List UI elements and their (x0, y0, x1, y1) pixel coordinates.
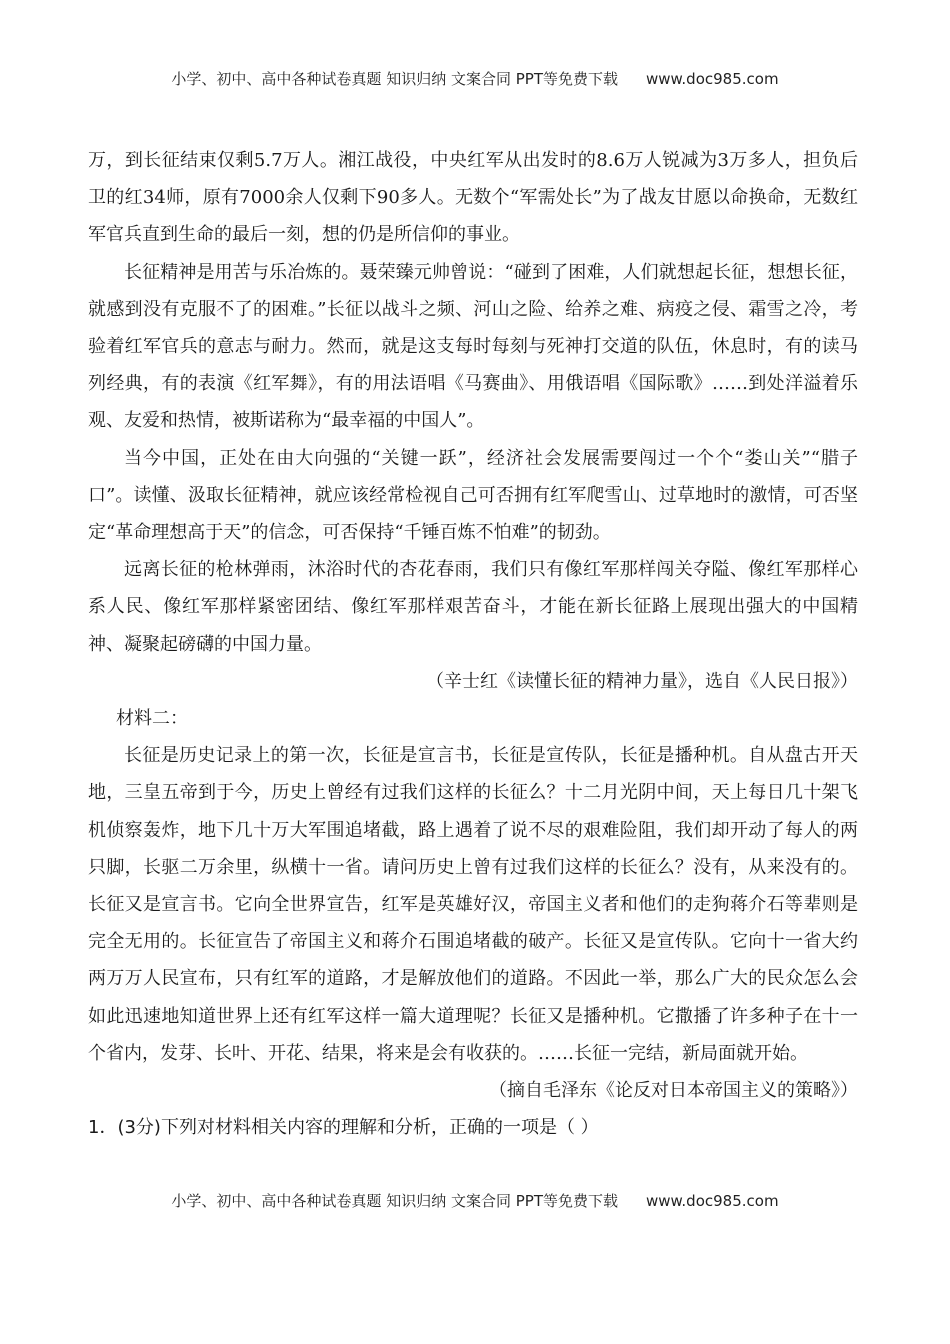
article1-paragraph-4: 远离长征的枪林弹雨，沐浴时代的杏花春雨，我们只有像红军那样闯关夺隘、像红军那样心系人民、像红军那样紧密团结、像红军那样艰苦奋斗，才能在新长征路上展现出强大的中国精神、凝聚起磅礴的中国力量。 (88, 559, 858, 655)
page-footer (0, 1190, 950, 1211)
footer-text: 小学、初中、高中各种试卷真题 知识归纳 文案合同 PPT等免费下载 (171, 1192, 618, 1210)
article1-paragraph-3: 当今中国，正处在由大向强的“关键一跃”，经济社会发展需要闯过一个个“娄山关”“腊子口”。读懂、汲取长征精神，就应该经常检视自己可否拥有红军爬雪山、过草地时的激情，可否坚定“革命理想高于天”的信念，可否保持“千锤百炼不怕难”的韧劲。 (88, 447, 858, 544)
article1-paragraph-2: 长征精神是用苦与乐冶炼的。聂荣臻元帅曾说：“碰到了困难，人们就想起长征，想想长征，就感到没有克服不了的困难。”长征以战斗之频、河山之险、给养之难、病疫之侵、霜雪之冷，考验着红军官兵的意志与耐力。然而，就是这支每时每刻与死神打交道的队伍，休息时，有的读马列经典，有的表演《红军舞》，有的用法语唱《马赛曲》、用俄语唱《国际歌》……到处洋溢着乐观、友爱和热情，被斯诺称为“最幸福的中国人”。 (88, 261, 858, 432)
article1-paragraph-1: 万，到长征结束仅剩5.7万人。湘江战役，中央红军从出发时的8.6万人锐减为3万多人，担负后卫的红34师，原有7000余人仅剩下90多人。无数个“军需处长”为了战友甘愿以命换命，无数红军官兵直到生命的最后一刻，想的仍是所信仰的事业。 (88, 150, 858, 246)
article2-paragraph-1: 长征是历史记录上的第一次，长征是宣言书，长征是宣传队，长征是播种机。自从盘古开天地，三皇五帝到于今，历史上曾经有过我们这样的长征么？十二月光阴中间，天上每日几十架飞机侦察轰炸，地下几十万大军围追堵截，路上遇着了说不尽的艰难险阻，我们却开动了每人的两只脚，长驱二万余里，纵横十一省。请问历史上曾有过我们这样的长征么？没有，从来没有的。长征又是宣言书。它向全世界宣告，红军是英雄好汉，帝国主义者和他们的走狗蒋介石等辈则是完全无用的。长征宣告了帝国主义和蒋介石围追堵截的破产。长征又是宣传队。它向十一省大约两万万人民宣布，只有红军的道路，才是解放他们的道路。不因此一举，那么广大的民众怎么会如此迅速地知道世界上还有红军这样一篇大道理呢？长征又是播种机。它撒播了许多种子在十一个省内，发芽、长叶、开花、结果，将来是会有收获的。……长征一完结，新局面就开始。 (88, 745, 858, 1064)
material-two-label: 材料二： (116, 708, 188, 730)
header-text: 小学、初中、高中各种试卷真题 知识归纳 文案合同 PPT等免费下载 (171, 70, 618, 88)
article1-source: （辛士红《读懂长征的精神力量》，选自《人民日报》） (426, 670, 858, 692)
question-1: 1．(3分)下列对材料相关内容的理解和分析，正确的一项是（ ） (88, 1117, 599, 1139)
article2-source: （摘自毛泽东《论反对日本帝国主义的策略》） (489, 1080, 858, 1102)
header-site-link[interactable]: www.doc985.com (645, 70, 779, 88)
footer-site-link[interactable]: www.doc985.com (645, 1192, 779, 1210)
document-body (88, 142, 858, 1146)
page-header (0, 68, 950, 89)
